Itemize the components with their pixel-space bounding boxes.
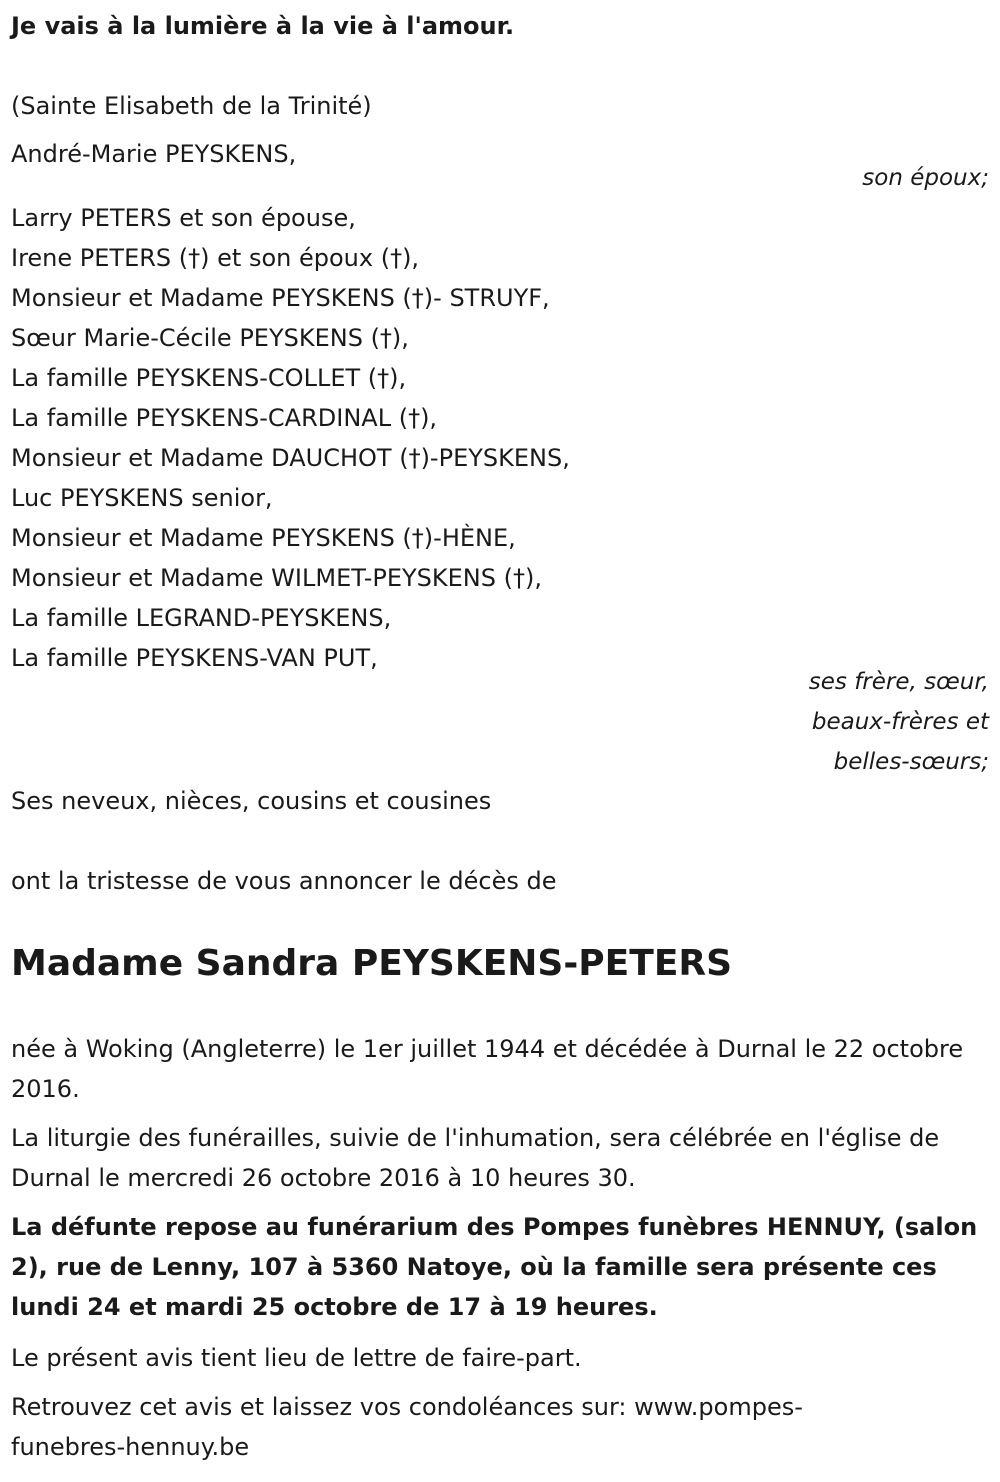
- family-member: La famille PEYSKENS-VAN PUT,: [11, 644, 378, 672]
- family-member: Luc PEYSKENS senior,: [11, 484, 273, 512]
- family-member: La famille PEYSKENS-COLLET (†),: [11, 364, 407, 392]
- family-role-line: belles-sœurs;: [833, 749, 989, 775]
- condolences-paragraph: Retrouvez cet avis et laissez vos condoléances sur: www.pompes-funebres-hennuy.be: [11, 1393, 803, 1461]
- family-member: Irene PETERS (†) et son époux (†),: [11, 244, 420, 272]
- deceased-name: Madame Sandra PEYSKENS-PETERS: [11, 943, 733, 984]
- funeral-paragraph: La liturgie des funérailles, suivie de l'inhumation, sera célébrée en l'église de Durnal le mercredi 26 octobre 2016 à 10 heures 30.: [11, 1124, 940, 1192]
- spouse-role: son époux;: [862, 165, 989, 191]
- family-role-line: ses frère, sœur,: [808, 669, 989, 695]
- family-member: Monsieur et Madame DAUCHOT (†)-PEYSKENS,: [11, 444, 570, 472]
- epigraph-attribution: (Sainte Elisabeth de la Trinité): [11, 92, 372, 120]
- spouse-name: André-Marie PEYSKENS,: [11, 140, 297, 168]
- relatives-line: Ses neveux, nièces, cousins et cousines: [11, 787, 492, 815]
- family-role-line: beaux-frères et: [811, 709, 989, 735]
- visitation-paragraph: La défunte repose au funérarium des Pompes funèbres HENNUY, (salon 2), rue de Lenny, 107 à 5360 Natoye, où la famille sera présente ces lundi 24 et mardi 25 octobre de 17 à 19 heures.: [11, 1213, 978, 1321]
- family-member: Monsieur et Madame WILMET-PEYSKENS (†),: [11, 564, 542, 592]
- family-member: Monsieur et Madame PEYSKENS (†)- STRUYF,: [11, 284, 550, 312]
- epigraph: Je vais à la lumière à la vie à l'amour.: [11, 12, 515, 40]
- family-member: La famille PEYSKENS-CARDINAL (†),: [11, 404, 438, 432]
- family-member: Larry PETERS et son épouse,: [11, 204, 356, 232]
- family-member: Sœur Marie-Cécile PEYSKENS (†),: [11, 324, 409, 352]
- family-member: Monsieur et Madame PEYSKENS (†)-HÈNE,: [11, 524, 516, 552]
- birth-death-paragraph: née à Woking (Angleterre) le 1er juillet 1944 et décédée à Durnal le 22 octobre 2016.: [11, 1035, 964, 1103]
- announcement-line: ont la tristesse de vous annoncer le décès de: [11, 867, 557, 895]
- notice-paragraph: Le présent avis tient lieu de lettre de faire-part.: [11, 1344, 582, 1372]
- family-member: La famille LEGRAND-PEYSKENS,: [11, 604, 392, 632]
